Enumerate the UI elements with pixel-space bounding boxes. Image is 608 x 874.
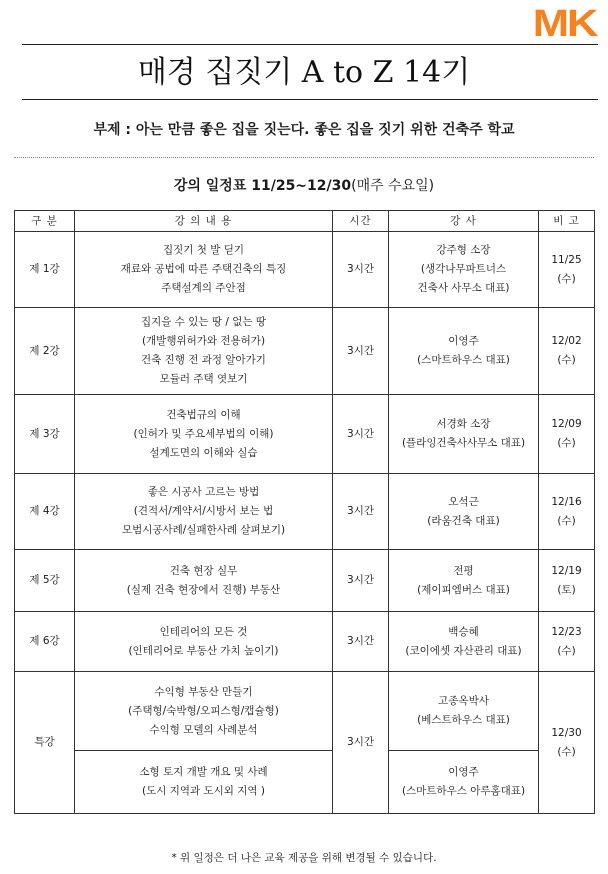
content-line: 건축 현장 실무	[169, 564, 238, 577]
content-line: (인허가 및 주요세부법의 이해)	[133, 427, 274, 440]
content-line: 주택설계의 주안점	[161, 282, 246, 294]
instructor-cell	[389, 612, 539, 672]
schedule-table	[14, 210, 595, 814]
subtitle-divider	[14, 157, 594, 158]
footnote: * 위 일정은 더 나은 교육 제공을 위해 변경될 수 있습니다.	[171, 852, 437, 864]
instructor-line: 건축사 사무소 대표)	[417, 282, 510, 294]
content-cell	[75, 751, 333, 814]
session-cell: 제 3강	[15, 395, 75, 474]
content-cell	[75, 672, 333, 751]
instructor-line: (스마트하우스 대표)	[417, 354, 510, 366]
time-cell: 3시간	[333, 612, 389, 672]
time-cell: 3시간	[333, 232, 389, 308]
content-line: 수익형 모델의 사례분석	[149, 723, 258, 736]
session-cell: 특강	[15, 672, 75, 814]
date-text: 12/30	[551, 726, 582, 739]
table-row	[15, 395, 595, 474]
session-cell: 제 5강	[15, 550, 75, 612]
content-cell	[75, 612, 333, 672]
content-line: 좋은 시공사 고르는 방법	[147, 486, 260, 498]
content-line: (도시 지역과 도시외 지역 )	[142, 785, 265, 797]
note-cell	[539, 395, 595, 474]
note-cell	[539, 612, 595, 672]
content-line: 집지을 수 있는 땅 / 없는 땅	[141, 316, 266, 328]
content-cell	[75, 395, 333, 474]
date-text: 12/02	[551, 335, 582, 347]
instructor-cell	[389, 672, 539, 751]
content-cell	[75, 232, 333, 308]
title-rule	[22, 99, 598, 100]
schedule-heading	[0, 176, 608, 196]
instructor-line: 고종옥박사	[438, 695, 489, 707]
instructor-cell	[389, 474, 539, 550]
instructor-line: (제이피엠버스 대표)	[417, 583, 510, 596]
instructor-line: 전평	[453, 564, 474, 577]
table-row	[15, 474, 595, 550]
content-line: 재료와 공법에 따른 주택건축의 특징	[120, 263, 287, 275]
instructor-cell	[389, 308, 539, 395]
content-line: (인테리어로 부동산 가치 높이기)	[128, 644, 279, 657]
content-line: 모듈러 주택 엿보기	[159, 373, 248, 385]
time-cell: 3시간	[333, 550, 389, 612]
time-cell: 3시간	[333, 395, 389, 474]
session-cell: 제 4강	[15, 474, 75, 550]
weekday-text: (수)	[557, 745, 576, 758]
content-cell	[75, 474, 333, 550]
instructor-line: 이영주	[448, 766, 479, 778]
content-line: 집짓기 첫 발 딛기	[162, 244, 244, 256]
content-line: 소형 토지 개발 개요 및 사례	[139, 766, 268, 778]
mk-logo: MK	[532, 3, 596, 45]
instructor-line: 오석근	[448, 495, 479, 508]
page-title: 매경 집짓기 A to Z 14기	[137, 55, 471, 90]
table-header-row	[15, 211, 595, 232]
weekday-text: (수)	[557, 272, 576, 285]
content-line: 건축법규의 이해	[166, 408, 241, 421]
note-cell	[539, 232, 595, 308]
instructor-cell	[389, 395, 539, 474]
schedule-label: 강의 일정표 11/25~12/30	[173, 178, 352, 194]
table-row	[15, 232, 595, 308]
note-cell	[539, 672, 595, 814]
subtitle: 부제 : 아는 만큼 좋은 집을 짓는다. 좋은 집을 짓기 위한 건축주 학교	[93, 122, 515, 138]
weekday-text: (수)	[557, 514, 576, 527]
content-line: (개발행위허가와 전용허가)	[141, 335, 266, 347]
content-line: (견적서/계약서/시방서 보는 법	[133, 505, 274, 517]
weekday-text: (수)	[557, 437, 576, 449]
instructor-line: (생각나무파트너스	[420, 263, 507, 275]
date-text: 12/19	[551, 564, 582, 577]
header-note: 비 고	[539, 211, 595, 232]
instructor-line: 백승혜	[448, 625, 479, 638]
date-text: 12/16	[551, 495, 582, 508]
content-line: 설계도면의 이해와 실습	[149, 446, 258, 459]
table-row	[15, 308, 595, 395]
time-cell: 3시간	[333, 474, 389, 550]
header-instructor: 강 사	[389, 211, 539, 232]
instructor-line: 서경화 소장	[436, 418, 491, 430]
weekday-text: (토)	[557, 583, 576, 596]
note-cell	[539, 550, 595, 612]
top-rule	[22, 44, 598, 45]
content-line: (실제 건축 현장에서 진행) 부동산	[126, 583, 281, 596]
table-row	[15, 550, 595, 612]
date-text: 12/23	[551, 625, 582, 638]
date-text: 12/09	[551, 418, 582, 430]
instructor-line: 강주형 소장	[436, 244, 491, 256]
table-row-special	[15, 672, 595, 751]
session-cell: 제 6강	[15, 612, 75, 672]
session-cell: 제 1강	[15, 232, 75, 308]
content-line: 모범시공사례/실패한사례 살펴보기)	[121, 524, 286, 536]
weekday-text: (수)	[557, 354, 576, 366]
header-category: 구 분	[15, 211, 75, 232]
instructor-cell	[389, 550, 539, 612]
instructor-line: (베스트하우스 대표)	[417, 714, 510, 726]
content-cell	[75, 550, 333, 612]
weekday-text: (수)	[557, 644, 576, 657]
instructor-line: (스마트하우스 아루홈대표)	[401, 785, 526, 797]
content-line: 건축 진행 전 과정 알아가기	[141, 354, 266, 366]
instructor-line: (코이에셋 자산관리 대표)	[405, 644, 522, 657]
instructor-line: 이영주	[448, 335, 479, 347]
content-line: (주택형/숙박형/오피스형/캡슐형)	[128, 704, 279, 717]
instructor-cell	[389, 232, 539, 308]
content-line: 수익형 부동산 만들기	[154, 685, 253, 698]
header-content: 강 의 내 용	[75, 211, 333, 232]
time-cell: 3시간	[333, 308, 389, 395]
date-text: 11/25	[551, 253, 582, 266]
schedule-note: (매주 수요일)	[351, 178, 435, 194]
instructor-line: (라움건축 대표)	[427, 514, 500, 527]
instructor-line: (플라잉건축사사무소 대표)	[401, 437, 526, 449]
content-cell	[75, 308, 333, 395]
table-row-special	[15, 751, 595, 814]
table-row	[15, 612, 595, 672]
header-time: 시간	[333, 211, 389, 232]
session-cell: 제 2강	[15, 308, 75, 395]
note-cell	[539, 308, 595, 395]
time-cell: 3시간	[333, 672, 389, 814]
instructor-cell	[389, 751, 539, 814]
note-cell	[539, 474, 595, 550]
content-line: 인테리어의 모든 것	[159, 625, 248, 638]
